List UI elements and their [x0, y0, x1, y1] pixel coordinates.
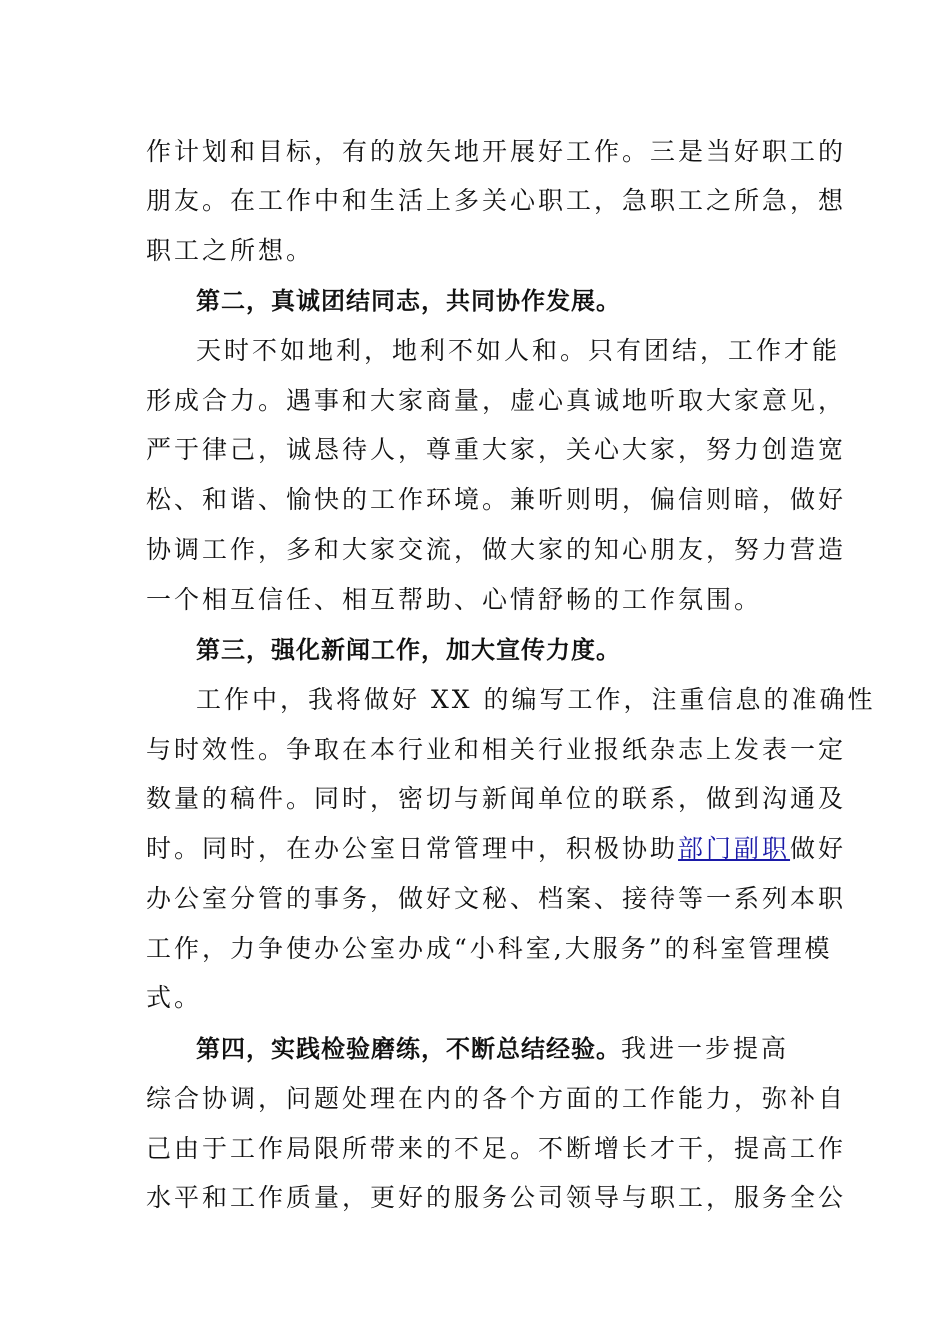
text-line: 办公室分管的事务，做好文秘、档案、接待等一系列本职 [146, 884, 847, 913]
text-line: 工作，力争使办公室办成“小科室,大服务”的科室管理模 [146, 934, 833, 963]
section-heading: 第三，强化新闻工作，加大宣传力度。 [196, 636, 621, 664]
text-line: 松、和谐、愉快的工作环境。兼听则明，偏信则暗，做好 [146, 485, 847, 514]
text-line: 作计划和目标，有的放矢地开展好工作。三是当好职工的 [146, 137, 847, 166]
text-line: 数量的稿件。同时，密切与新闻单位的联系，做到沟通及 [146, 784, 847, 813]
section-heading: 第二，真诚团结同志，共同协作发展。 [196, 287, 621, 315]
text-segment: 做好 [790, 834, 847, 863]
text-line: 综合协调，问题处理在内的各个方面的工作能力，弥补自 [146, 1084, 847, 1113]
text-line: 式。 [146, 983, 203, 1012]
section-heading-inline: 第四，实践检验磨练，不断总结经验。 [196, 1035, 621, 1063]
text-line: 水平和工作质量，更好的服务公司领导与职工，服务全公 [146, 1183, 847, 1212]
text-line: 天时不如地利，地利不如人和。只有团结，工作才能 [196, 336, 841, 365]
text-segment: 我进一步提高 [621, 1034, 790, 1063]
text-line: 严于律己，诚恳待人，尊重大家，关心大家，努力创造宽 [146, 435, 847, 464]
text-line: 职工之所想。 [146, 236, 315, 265]
text-line [196, 1032, 876, 1066]
deputy-link[interactable]: 部门副职 [678, 834, 791, 863]
text-line: 己由于工作局限所带来的不足。不断增长才干，提高工作 [146, 1134, 847, 1163]
text-line: 朋友。在工作中和生活上多关心职工，急职工之所急，想 [146, 186, 847, 215]
text-line: 一个相互信任、相互帮助、心情舒畅的工作氛围。 [146, 585, 763, 614]
text-line: 协调工作，多和大家交流，做大家的知心朋友，努力营造 [146, 535, 847, 564]
text-line: 与时效性。争取在本行业和相关行业报纸杂志上发表一定 [146, 735, 847, 764]
text-segment: 时。同时，在办公室日常管理中，积极协助 [146, 834, 679, 863]
text-line: 工作中，我将做好 XX 的编写工作，注重信息的准确性 [196, 685, 876, 714]
text-line: 形成合力。遇事和大家商量，虚心真诚地听取大家意见， [146, 386, 847, 415]
text-line [146, 832, 847, 866]
